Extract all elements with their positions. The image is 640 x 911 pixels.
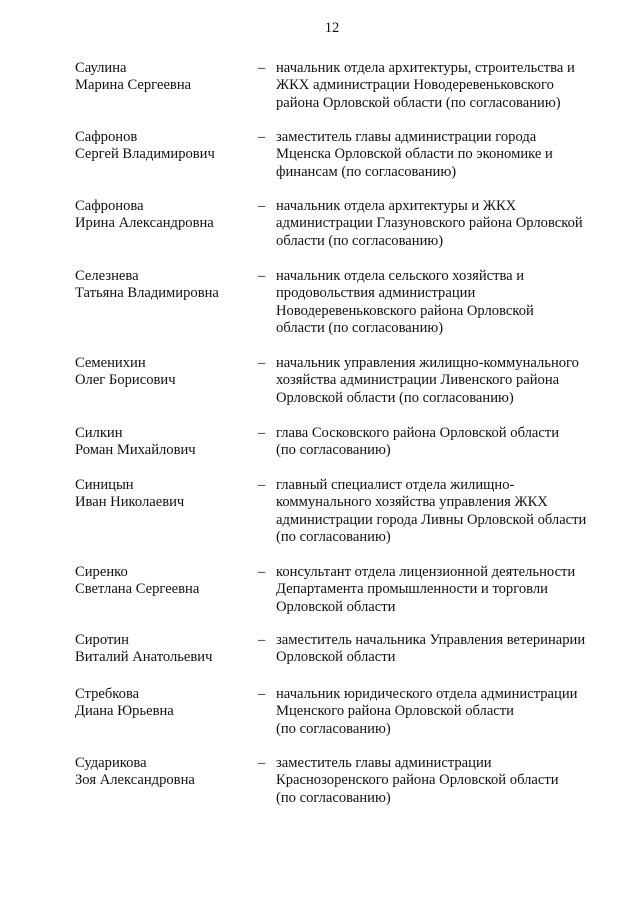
dash: – [258,198,266,214]
description-line: Мценского района Орловской области [276,703,514,720]
given-names: Татьяна Владимировна [75,285,219,302]
person-name [75,268,255,303]
given-names: Марина Сергеевна [75,77,192,94]
description-line: (по согласованию) [276,528,391,545]
surname: Сударикова [75,755,147,771]
position-description [276,477,621,546]
description-line: Краснозоренского района Орловской области [276,772,559,789]
surname: Сафронова [75,198,144,214]
page-number: 12 [324,20,340,36]
dash: – [258,60,266,76]
description-line: Орловской области (по согласованию) [276,389,514,406]
dash: – [258,268,266,284]
given-names: Иван Николаевич [75,494,185,511]
dash: – [258,632,266,648]
dash: – [258,755,266,771]
description-line: глава Сосковского района Орловской области [276,425,560,441]
surname: Семенихин [75,355,146,371]
surname: Силкин [75,425,123,441]
description-line: начальник отдела архитектуры, строительства и [276,60,575,76]
description-line: продовольствия администрации [276,285,476,302]
position-description [276,129,621,181]
description-line: хозяйства администрации Ливенского района [276,372,560,389]
description-line: области (по согласованию) [276,319,444,336]
position-description [276,425,621,460]
position-description [276,755,621,807]
dash: – [258,425,266,441]
surname: Сиренко [75,564,128,580]
person-name [75,355,255,390]
description-line: Орловской области [276,598,396,615]
position-description [276,632,621,667]
given-names: Зоя Александровна [75,772,195,789]
description-line: администрации Глазуновского района Орловской [276,215,583,232]
person-name [75,755,255,790]
given-names: Олег Борисович [75,372,176,389]
description-line: начальник управления жилищно-коммунального [276,355,579,371]
description-line: финансам (по согласованию) [276,163,457,180]
description-line: (по согласованию) [276,720,391,737]
description-line: (по согласованию) [276,789,391,806]
description-line: области (по согласованию) [276,232,444,249]
dash: – [258,564,266,580]
description-line: Департамента промышленности и торговли [276,581,548,598]
surname: Синицын [75,477,134,493]
position-description [276,355,621,407]
surname: Сиротин [75,632,129,648]
description-line: начальник отдела сельского хозяйства и [276,268,525,284]
person-name [75,425,255,460]
description-line: (по согласованию) [276,442,391,459]
person-name [75,129,255,164]
dash: – [258,355,266,371]
person-name [75,686,255,721]
given-names: Роман Михайлович [75,442,196,459]
person-name [75,198,255,233]
description-line: главный специалист отдела жилищно- [276,477,515,493]
dash: – [258,686,266,702]
description-line: Орловской области [276,649,396,666]
description-line: заместитель главы администрации [276,755,492,771]
position-description [276,60,621,112]
description-line: ЖКХ администрации Новодеревеньковского [276,77,554,94]
position-description [276,268,621,337]
position-description [276,198,621,250]
person-name [75,564,255,599]
person-name [75,60,255,95]
description-line: коммунального хозяйства управления ЖКХ [276,494,548,511]
position-description [276,564,621,616]
description-line: начальник отдела архитектуры и ЖКХ [276,198,517,214]
given-names: Ирина Александровна [75,215,214,232]
description-line: Мценска Орловской области по экономике и [276,146,553,163]
surname: Саулина [75,60,127,76]
description-line: начальник юридического отдела администрации [276,686,578,702]
dash: – [258,477,266,493]
surname: Сафронов [75,129,138,145]
position-description [276,686,621,738]
description-line: района Орловской области (по согласованию) [276,94,561,111]
person-name [75,632,255,667]
description-line: Новодеревеньковского района Орловской [276,302,534,319]
dash: – [258,129,266,145]
description-line: заместитель начальника Управления ветеринарии [276,632,586,648]
description-line: консультант отдела лицензионной деятельности [276,564,576,580]
description-line: администрации города Ливны Орловской области [276,511,587,528]
person-name [75,477,255,512]
given-names: Диана Юрьевна [75,703,174,720]
given-names: Виталий Анатольевич [75,649,213,666]
given-names: Сергей Владимирович [75,146,215,163]
given-names: Светлана Сергеевна [75,581,200,598]
surname: Селезнева [75,268,139,284]
description-line: заместитель главы администрации города [276,129,537,145]
surname: Стребкова [75,686,140,702]
